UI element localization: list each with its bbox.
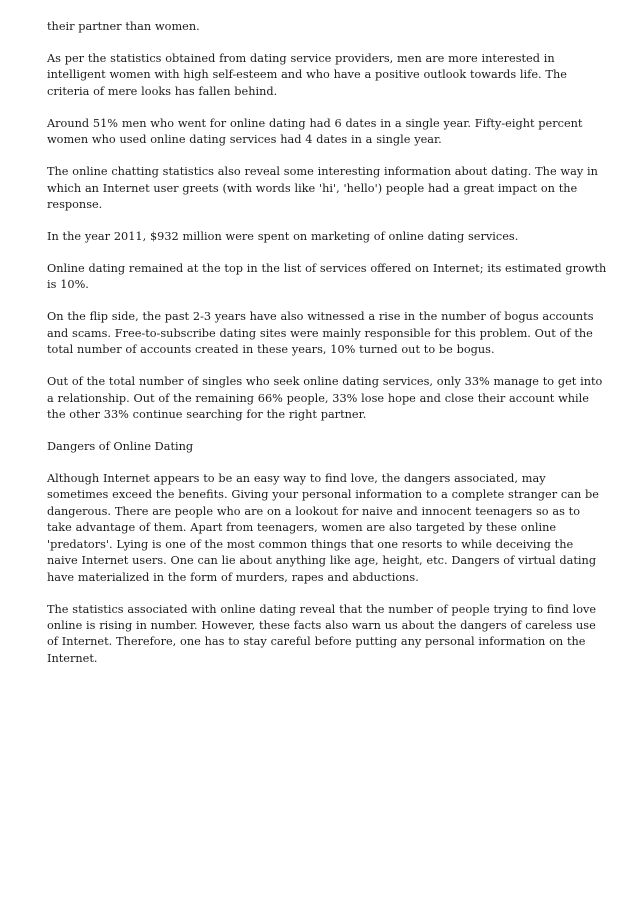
document-body [47, 19, 607, 683]
paragraph-chatting-statistics: The online chatting statistics also reveal some interesting information about dating. The way in which an Internet user greets (with words like 'hi', 'hello') people had a great impact on the response. [47, 165, 598, 212]
paragraph-growth: Online dating remained at the top in the list of services offered on Internet; its estimated growth is 10%. [47, 262, 607, 292]
paragraph-dates-statistics: Around 51% men who went for online dating had 6 dates in a single year. Fifty-eight percent women who used online dating services had 4 dates in a single year. [47, 116, 583, 147]
paragraph-conclusion: The statistics associated with online dating reveal that the number of people trying to find love online is rising in number. However, these facts also warn us about the dangers of careless use of Internet. Therefore, one has to stay careful before putting any personal information on the Internet. [47, 602, 597, 665]
paragraph-relationship-outcomes: Out of the total number of singles who seek online dating services, only 33% manage to get into a relationship. Out of the remaining 66% people, 33% lose hope and close their account while the other 33% continue searching for the right partner. [47, 375, 603, 422]
section-heading: Dangers of Online Dating [47, 440, 194, 454]
paragraph-dangers: Although Internet appears to be an easy way to find love, the dangers associated, may sometimes exceed the benefits. Giving your personal information to a complete stranger can be dangerous. There are people who are on a lookout for naive and innocent teenagers so as to take advantage of them. Apart from teenagers, women are also targeted by these online 'predators'. Lying is one of the most common things that one resorts to while deceiving the naive Internet users. One can lie about anything like age, height, etc. Dangers of virtual dating have materialized in the form of murders, rapes and abductions. [47, 472, 599, 584]
paragraph-preferences: As per the statistics obtained from dating service providers, men are more interested in intelligent women with high self-esteem and who have a positive outlook towards life. The criteria of mere looks has fallen behind. [47, 52, 567, 98]
paragraph-marketing-spend: In the year 2011, $932 million were spent on marketing of online dating services. [47, 230, 519, 244]
paragraph-bogus-accounts: On the flip side, the past 2-3 years have also witnessed a rise in the number of bogus accounts and scams. Free-to-subscribe dating sites were mainly responsible for this problem. Out of the total number of accounts created in these years, 10% turned out to be bogus. [47, 310, 594, 357]
paragraph-continuation: their partner than women. [47, 20, 200, 33]
